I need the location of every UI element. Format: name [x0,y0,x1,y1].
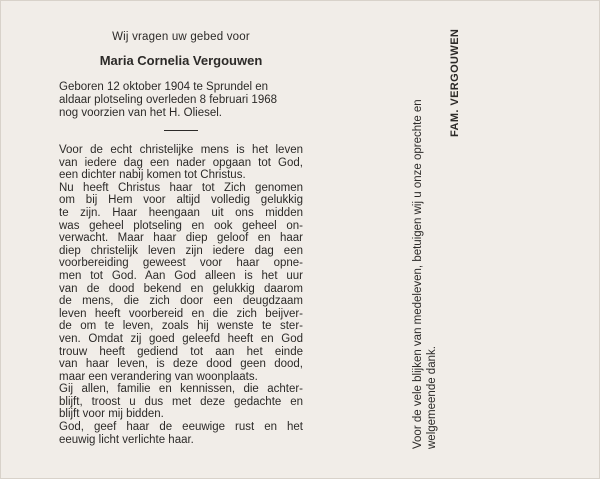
body-line: een dichter nabij komen tot Christus. [59,169,246,182]
body-line: ven. Omdat zij goed geleefd heeft en God [59,332,303,345]
family-signature: FAM. VERGOUWEN [449,28,461,137]
memorial-text-column [59,31,303,446]
body-line: trouw heeft gediend tot aan het einde [59,345,303,358]
thanks-text [411,37,439,449]
birth-line-1: Geboren 12 oktober 1904 te Sprundel en [59,81,269,93]
prayer-request: Wij vragen uw gebed voor [112,31,250,43]
birth-line-3: nog voorzien van het H. Oliesel. [59,107,223,119]
birth-line-2: aldaar plotseling overleden 8 februari 1968 [59,94,278,106]
birth-death-details [59,81,303,120]
thanks-line-1: Voor de vele blijken van medeleven, betuigen wij u onze oprechte en [412,99,424,449]
memorial-body-text [59,144,303,446]
body-line: de mens, die zich door een deugdzaam [59,295,303,308]
body-line: leven heeft voorbereid en die zich beijver- [59,307,303,320]
body-line: verwacht. Maar haar diep geloof en haar [59,232,303,245]
body-line: van iedere dag een nader opgaan tot God, [59,156,303,169]
body-line: diep christelijk leven zijn iedere dag een [59,244,303,257]
body-line: Voor de echt christelijke mens is het leven [59,144,303,156]
body-line: om bij Hem voor altijd volledig gelukkig [59,194,303,207]
body-line: maar een verandering van woonplaats. [59,370,258,383]
body-line: de om te leven, zoals hij wenste te ster- [59,320,303,333]
body-line: Gij allen, familie en kennissen, die achter- [59,383,303,396]
body-line: God, geef haar de eeuwige rust en het [59,421,303,434]
thanks-line-2: welgemeende dank. [426,346,438,449]
body-line: eeuwig licht verlichte haar. [59,433,194,446]
body-line: Nu heeft Christus haar tot Zich genomen [59,181,303,194]
body-line: was geheel plotseling en ook geheel on- [59,219,303,232]
body-line: van de dood bekend en gelukkig daarom [59,282,303,295]
body-line: blijft, troost u dus met deze gedachte en [59,395,303,408]
separator-line [164,130,198,131]
body-line: men tot God. Aan God alleen is het uur [59,269,303,282]
deceased-name: Maria Cornelia Vergouwen [99,53,263,68]
body-line: voorbereiding geweest voor haar opne- [59,257,303,270]
thanks-column [411,28,461,449]
body-line: te zijn. Haar heengaan uit ons midden [59,206,303,219]
body-line: blijft voor mij bidden. [59,408,164,421]
body-line: van haar leven, is deze dood geen dood, [59,358,303,371]
